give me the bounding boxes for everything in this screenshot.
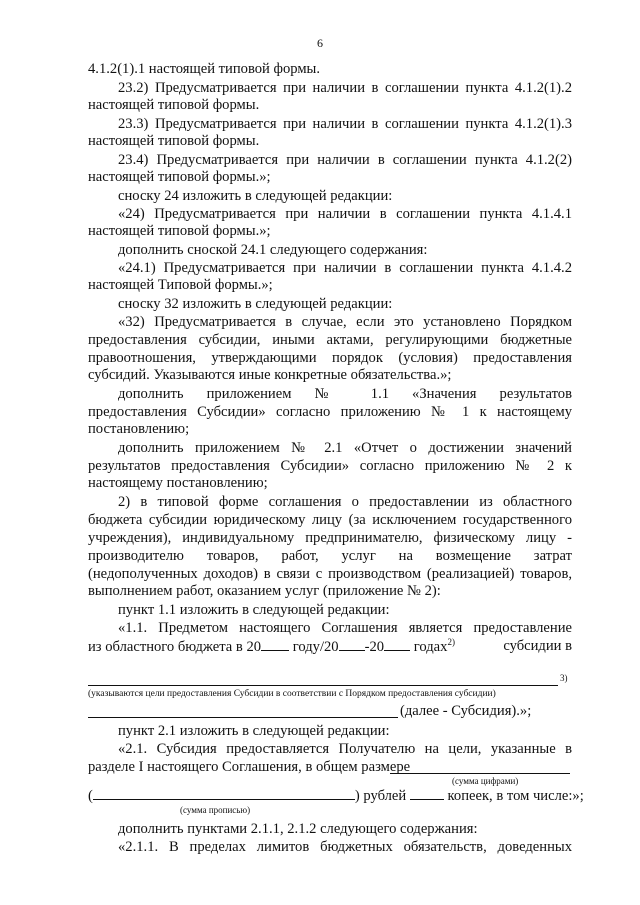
budget-text-c: -20 [364,639,385,655]
text-line: результатов предоставления Субсидии» согласно приложению № 2 к [88,458,572,474]
footnote-23-4: 23.4) Предусматривается при наличии в соглашении пункта 4.1.2(2) [118,152,572,168]
budget-text-d: годах [413,639,448,655]
text-line: сноску 24 изложить в следующей редакции: [118,188,393,204]
text-line: настоящей типовой формы.»; [88,223,271,239]
text-line: пункт 1.1 изложить в следующей редакции: [118,602,390,618]
year-blank[interactable] [384,638,410,651]
text-line: «2.1.1. В пределах лимитов бюджетных обязательств, доведенных [118,839,572,855]
text-line: постановлению; [88,421,190,437]
kopecks-blank[interactable] [410,787,444,800]
text-line: дополнить приложением № 2.1 «Отчет о достижении значений [118,440,572,456]
text-line: разделе I настоящего Соглашения, в общем размере [88,759,411,775]
footnote-32: «32) Предусматривается в случае, если это установлено Порядком [118,314,572,330]
text-line: учреждения), индивидуальному предпринимателю, физическому лицу - [88,530,572,546]
footnote-24: «24) Предусматривается при наличии в соглашении пункта 4.1.4.1 [118,206,572,222]
text-line: выполнением работ, оказанием услуг (приложение № 2): [88,583,441,599]
text-line: бюджета субсидии юридическому лицу (за исключением государственного [88,512,572,528]
goals-fill-line-2[interactable] [88,717,398,718]
text-line: дополнить пунктами 2.1.1, 2.1.2 следующего содержания: [118,821,478,837]
amount-words-blank[interactable] [93,787,355,800]
text-line: предоставления Субсидии» согласно приложению № 1 к настоящему [88,404,572,420]
footnote-24-1: «24.1) Предусматривается при наличии в соглашении пункта 4.1.4.2 [118,260,572,276]
caption-digits: (сумма цифрами) [452,776,519,786]
budget-text-a: из областного бюджета в 20 [88,639,262,655]
budget-text-b: году/20 [292,639,339,655]
amount-digits-line[interactable] [390,773,570,774]
text-line: «1.1. Предметом настоящего Соглашения является предоставление [118,620,572,636]
text-line: пункт 2.1 изложить в следующей редакции: [118,723,390,739]
goals-fill-line[interactable] [88,685,558,686]
footnote-ref-2: 2) [447,637,455,648]
text-line: 2) в типовой форме соглашения о предоставлении из областного [118,494,572,510]
amount-line [88,787,584,805]
text-line: настоящей типовой формы. [88,133,260,149]
caption-goals: (указываются цели предоставления Субсидии в соответствии с Порядком предоставления субсидии) [88,689,496,699]
text-line: 4.1.2(1).1 настоящей типовой формы. [88,61,321,77]
text-line: «2.1. Субсидия предоставляется Получателю на цели, указанные в [118,741,572,757]
amount-kopecks: копеек, в том числе:»; [447,788,584,804]
page-number: 6 [317,36,323,50]
footnote-ref-3: 3) [560,673,568,683]
budget-text-e: субсидии в [503,638,572,654]
text-line: дополнить сноской 24.1 следующего содержания: [118,242,428,258]
year-blank[interactable] [339,638,365,651]
text-line: настоящей Типовой формы.»; [88,277,273,293]
year-blank[interactable] [261,638,289,651]
text-line: правоотношения, утверждающими порядок (условия) предоставления [88,350,572,366]
text-line: сноску 32 изложить в следующей редакции: [118,296,393,312]
text-line: субсидий. Указываются иные конкретные обязательства.»; [88,367,452,383]
subsidy-tail: (далее - Субсидия).»; [400,703,532,719]
caption-words: (сумма прописью) [180,805,251,815]
text-line: настоящей типовой формы. [88,97,260,113]
amount-close: ) рублей [354,788,407,804]
text-line: предоставления субсидии, иными актами, регулирующими бюджетные [88,332,572,348]
text-line: настоящему постановлению; [88,475,268,491]
budget-years-line [88,638,572,656]
footnote-23-3: 23.3) Предусматривается при наличии в соглашении пункта 4.1.2(1).3 [118,116,572,132]
text-line: (недополученных доходов) в связи с производством (реализацией) товаров, [88,566,572,582]
text-line: дополнить приложением № 1.1 «Значения результатов [118,386,572,402]
footnote-23-2: 23.2) Предусматривается при наличии в соглашении пункта 4.1.2(1).2 [118,80,572,96]
text-line: производителю товаров, работ, услуг на возмещение затрат [88,548,572,564]
text-line: настоящей типовой формы.»; [88,169,271,185]
amount-open: ( [88,788,93,804]
